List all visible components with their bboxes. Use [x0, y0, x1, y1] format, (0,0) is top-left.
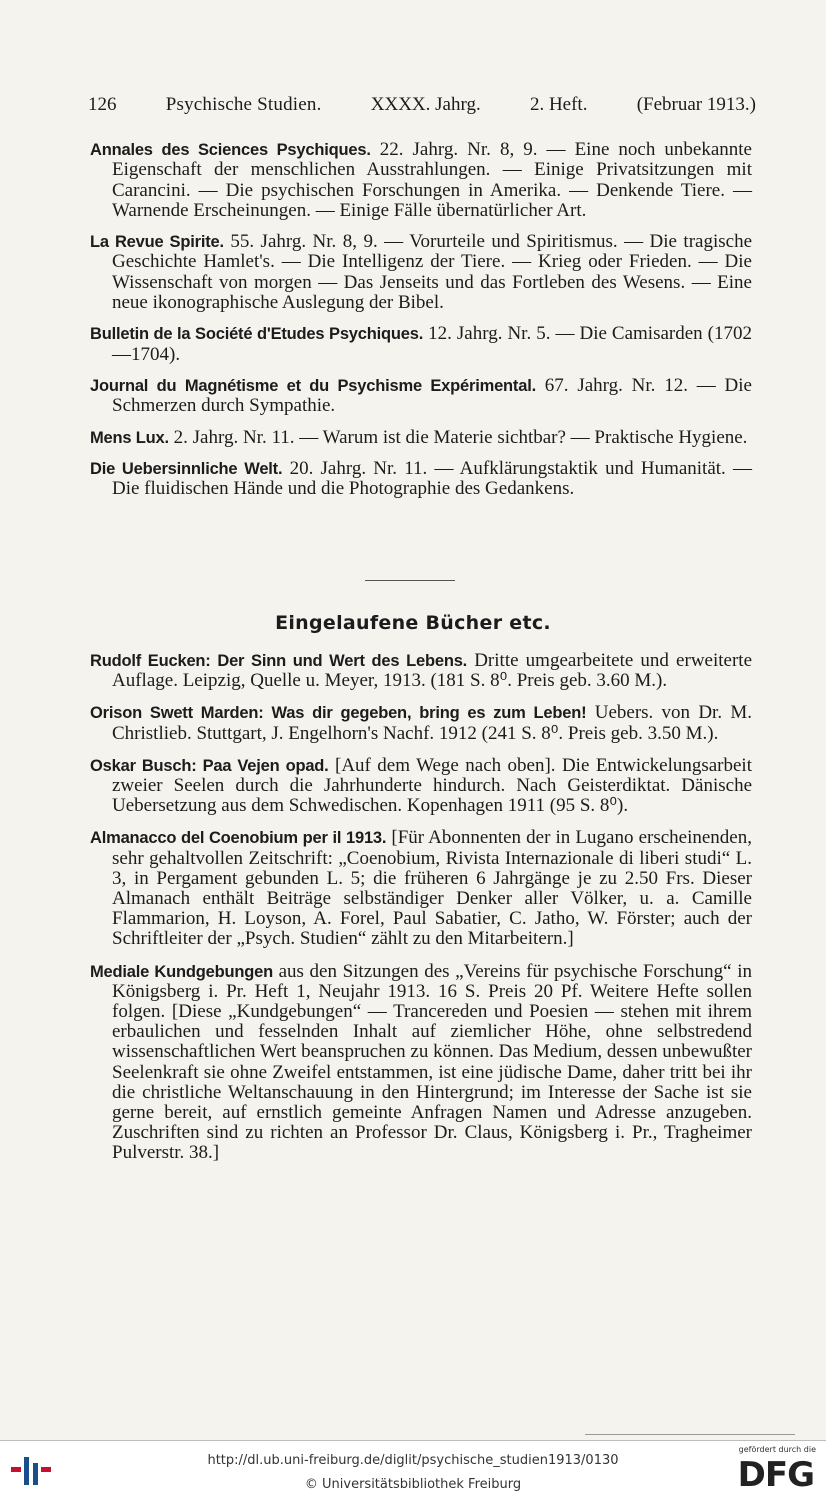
entry-text: Dritte umgearbeitete und erweiterte Auflage. Leipzig, Quelle u. Meyer, 1913. (181 S. 8⁰. Preis geb. 3.60 M.). — [112, 650, 752, 692]
issue-date: (Februar 1913.) — [636, 94, 756, 115]
entry-title: Almanacco del Coenobium per il 1913. — [90, 829, 387, 848]
viewer-footer — [0, 1441, 826, 1499]
dfg-wordmark: DFG — [737, 1455, 814, 1495]
volume: XXXX. Jahrg. — [370, 94, 481, 115]
journal-name: Psychische Studien. — [165, 94, 322, 115]
book-entry — [90, 828, 752, 949]
entry-text: 2. Jahrg. Nr. 11. — Warum ist die Materie sichtbar? — Praktische Hygiene. — [168, 426, 748, 448]
permalink-url[interactable]: http://dl.ub.uni-freiburg.de/diglit/psychische_studien1913/0130 — [207, 1453, 619, 1468]
book-entry — [90, 651, 752, 691]
copyright-notice: © Universitätsbibliothek Freiburg — [304, 1477, 522, 1492]
entry-text: 67. Jahrg. Nr. 12. — Die Schmerzen durch Sympathie. — [112, 374, 752, 417]
journal-entry — [90, 140, 752, 221]
entry-text: 22. Jahrg. Nr. 8, 9. — Eine noch unbekannte Eigenschaft der menschlichen Ausstrahlungen. — Einige Privatsitzungen mit Carancini. — Die psychischen Forschungen in Amerika. — Denkende Tiere. — Warnende Erscheinungen. — Einige Fälle übernatürlicher Art. — [112, 139, 752, 221]
book-entry — [90, 756, 752, 817]
entry-title: Bulletin de la Société d'Etudes Psychiques. — [90, 325, 424, 344]
entry-title: Rudolf Eucken: Der Sinn und Wert des Lebens. — [90, 652, 468, 670]
entry-text: aus den Sitzungen des „Vereins für psychische Forschung“ in Königsberg i. Pr. Heft 1, Neujahr 1913. 16 S. Preis 20 Pf. Weitere Hefte sollen folgen. [Diese „Kundgebungen“ — Trancereden und Poesien — stehen mit ihrem erbaulichen und fesselnden Inhalt auf ziemlicher Höhe, ohne selbstredend wissenschaftlichen Wert beanspruchen zu können. Das Medium, dessen unbewußter Seelenkraft sie ohne Zweifel entstammen, ist eine jüdische Dame, daher tritt bei ihr die christliche Weltanschauung in den Hintergrund; im Interesse der Sache ist sie gerne bereit, auf ernstlich gemeinte Anfragen Namen und Adresse anzugeben. Zuschriften sind zu richten an Professor Dr. Claus, Königsberg i. Pr., Tragheimer Pulverstr. 38.] — [112, 960, 752, 1164]
entry-text: 12. Jahrg. Nr. 5. — Die Camisarden (1702—1704). — [112, 323, 752, 365]
book-entry — [90, 703, 752, 743]
entry-title: Mediale Kundgebungen — [90, 962, 273, 981]
entry-title: Journal du Magnétisme et du Psychisme Expérimental. — [90, 376, 536, 395]
journal-list — [90, 140, 752, 510]
entry-text: 55. Jahrg. Nr. 8, 9. — Vorurteile und Spiritismus. — Die tragische Geschichte Hamlet's. — Die Intelligenz der Tiere. — Krieg oder Frieden. — Die Wissenschaft von morgen — Das Jenseits und das Fortleben des Wesens. — Eine neue ikonographische Auslegung der Bibel. — [112, 231, 752, 314]
book-list — [90, 651, 752, 1176]
entry-title: Die Uebersinnliche Welt. — [90, 459, 283, 478]
journal-entry — [90, 376, 752, 417]
entry-title: La Revue Spirite. — [90, 233, 224, 252]
dfg-logo[interactable] — [723, 1445, 818, 1497]
dfg-funded-label: gefördert durch die — [738, 1445, 816, 1454]
entry-text: Uebers. von Dr. M. Christlieb. Stuttgart, J. Engelhorn's Nachf. 1912 (241 S. 8⁰. Preis geb. 3.50 M.). — [112, 702, 753, 744]
entry-title: Mens Lux. — [90, 428, 169, 447]
entry-title: Oskar Busch: Paa Vejen opad. — [90, 756, 329, 775]
book-entry — [90, 962, 752, 1164]
section-divider — [365, 580, 455, 581]
journal-entry — [90, 428, 752, 448]
journal-entry — [90, 232, 752, 313]
entry-text: [Für Abonnenten der in Lugano erscheinenden, sehr gehaltvollen Zeitschrift: „Coenobium, Rivista Internazionale di liberi studi“ L. 3, in Pergament gebunden L. 5; die früheren 6 Jahrgänge je zu 2.50 Frs. Dieser Almanach enthält Beiträge selbständiger Denker aller Völker, u. a. Camille Flammarion, H. Loyson, A. Forel, Paul Sabatier, C. Jatho, W. Förster; auch der Schriftleiter der „Psych. Studien“ zählt zu den Mitarbeitern.] — [112, 827, 752, 950]
entry-title: Annales des Sciences Psychiques. — [90, 141, 371, 159]
section-title: Eingelaufene Bücher etc. — [275, 612, 551, 634]
entry-text: 20. Jahrg. Nr. 11. — Aufklärungstaktik und Humanität. — Die fluidischen Hände und die Photographie des Gedankens. — [112, 457, 753, 500]
page-number: 126 — [88, 94, 117, 115]
page-header — [88, 94, 756, 116]
entry-text: [Auf dem Wege nach oben]. Die Entwickelungsarbeit zweier Seelen durch die Jahrhunderte hindurch. Nach Geisterdiktat. Dänische Uebersetzung aus dem Schwedischen. Kopenhagen 1911 (95 S. 8⁰). — [112, 754, 752, 817]
entry-title: Orison Swett Marden: Was dir gegeben, bring es zum Leben! — [90, 704, 587, 723]
journal-entry — [90, 459, 752, 500]
footer-rule — [585, 1434, 795, 1435]
issue: 2. Heft. — [529, 94, 588, 115]
journal-entry — [90, 324, 752, 365]
